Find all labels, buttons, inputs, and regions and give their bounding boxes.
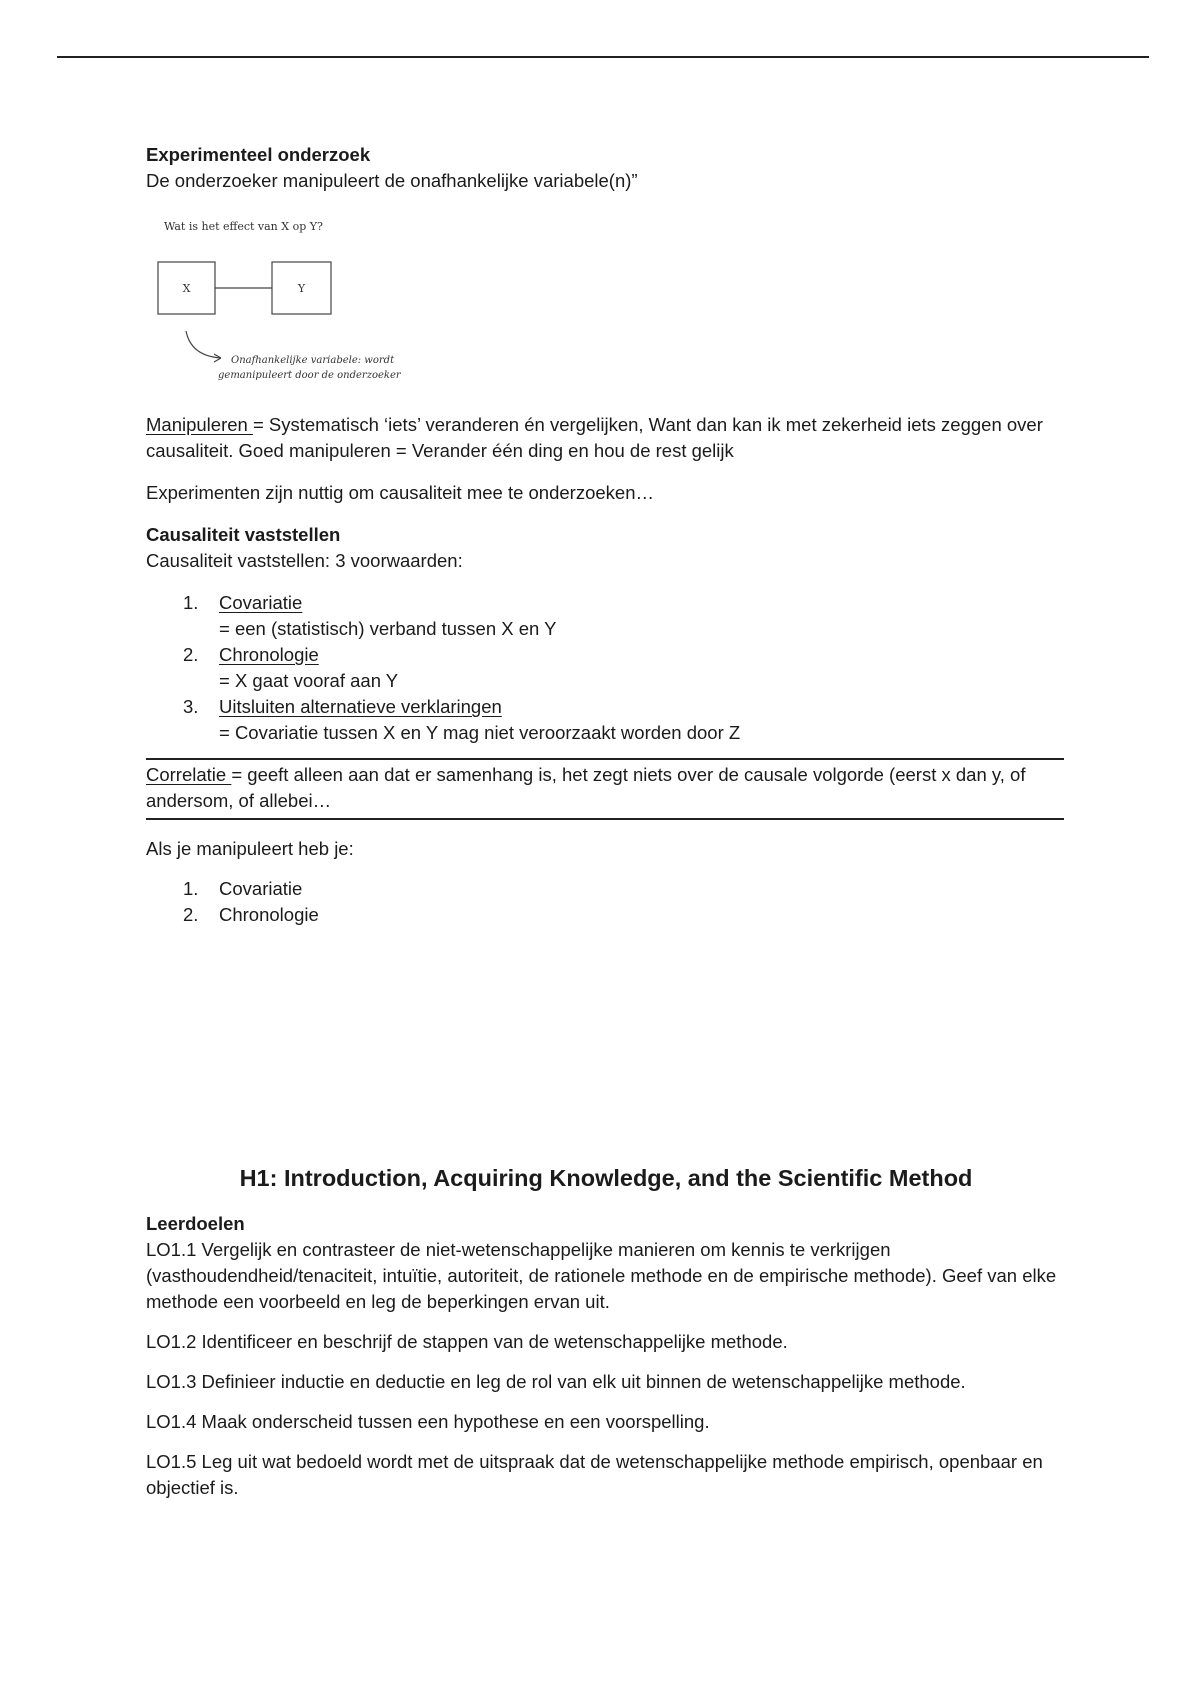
- list-item: [146, 902, 1066, 928]
- manipuleren-definition: [146, 412, 1066, 464]
- goal-item: LO1.1 Vergelijk en contrasteer de niet-wetenschappelijke manieren om kennis te verkrijgen (vasthoudendheid/tenaciteit, intuïtie, autoriteit, de rationele methode en de empirische methode). Geef van elke methode een voorbeeld en leg de beperkingen ervan uit.: [146, 1239, 1057, 1312]
- arrow-curve: [186, 331, 221, 358]
- list-item-label: Covariatie: [219, 878, 303, 899]
- conditions-list: [146, 590, 1066, 746]
- experiments-text: Experimenten zijn nuttig om causaliteit mee te onderzoeken…: [146, 482, 654, 503]
- box-x-label: X: [182, 282, 191, 295]
- box-y-label: Y: [297, 282, 306, 295]
- condition-desc: = Covariatie tussen X en Y mag niet veroorzaakt worden door Z: [219, 722, 741, 743]
- condition-desc: = X gaat vooraf aan Y: [219, 670, 399, 691]
- condition-desc: = een (statistisch) verband tussen X en Y: [219, 618, 557, 639]
- condition-title: Uitsluiten alternatieve verklaringen: [219, 696, 502, 717]
- correlatie-term: Correlatie: [146, 764, 232, 785]
- list-number: 2.: [183, 644, 199, 665]
- section-h1: [146, 1165, 1066, 1501]
- correlatie-definition: [146, 762, 1064, 814]
- list-item: [146, 590, 1066, 642]
- manipuleren-term: Manipuleren: [146, 414, 253, 435]
- manipulate-intro: Als je manipuleert heb je:: [146, 838, 354, 859]
- diagram-note-line-2: gemanipuleert door de onderzoeker: [218, 370, 401, 381]
- header-rule: [57, 56, 1149, 58]
- correlatie-text: = geeft alleen aan dat er samenhang is, het zegt niets over de causale volgorde (eerst x dan y, of andersom, of allebei…: [146, 764, 1026, 811]
- heading-leerdoelen: Leerdoelen: [146, 1213, 245, 1234]
- list-item-label: Chronologie: [219, 904, 319, 925]
- goal-item: LO1.2 Identificeer en beschrijf de stappen van de wetenschappelijke methode.: [146, 1331, 788, 1352]
- section-experimental-research: [146, 142, 1066, 928]
- correlatie-box: [146, 758, 1064, 820]
- list-number: 2.: [183, 904, 199, 925]
- goal-item: LO1.4 Maak onderscheid tussen een hypothese en een voorspelling.: [146, 1411, 710, 1432]
- diagram-note-line-1: Onafhankelijke variabele: wordt: [231, 355, 395, 366]
- list-number: 1.: [183, 592, 199, 613]
- diagram-question: Wat is het effect van X op Y?: [164, 220, 323, 233]
- xy-effect-diagram: [146, 216, 446, 394]
- causal-intro: Causaliteit vaststellen: 3 voorwaarden:: [146, 550, 463, 571]
- list-item: [146, 876, 1066, 902]
- heading-experimenteel-onderzoek: Experimenteel onderzoek: [146, 144, 371, 165]
- manipulate-list: [146, 876, 1066, 928]
- list-item: [146, 694, 1066, 746]
- condition-title: Covariatie: [219, 592, 303, 613]
- list-number: 1.: [183, 878, 199, 899]
- manipuleren-text: = Systematisch ‘iets’ veranderen én vergelijken, Want dan kan ik met zekerheid iets zeggen over causaliteit. Goed manipuleren = Verander één ding en hou de rest gelijk: [146, 414, 1043, 461]
- chapter-title: H1: Introduction, Acquiring Knowledge, and the Scientific Method: [239, 1165, 973, 1191]
- condition-title: Chronologie: [219, 644, 319, 665]
- heading-causaliteit: Causaliteit vaststellen: [146, 524, 341, 545]
- goal-item: LO1.3 Definieer inductie en deductie en leg de rol van elk uit binnen de wetenschappelijke methode.: [146, 1371, 966, 1392]
- goal-item: LO1.5 Leg uit wat bedoeld wordt met de uitspraak dat de wetenschappelijke methode empirisch, openbaar en objectief is.: [146, 1451, 1043, 1498]
- list-item: [146, 642, 1066, 694]
- intro-text: De onderzoeker manipuleert de onafhankelijke variabele(n)”: [146, 170, 638, 191]
- list-number: 3.: [183, 696, 199, 717]
